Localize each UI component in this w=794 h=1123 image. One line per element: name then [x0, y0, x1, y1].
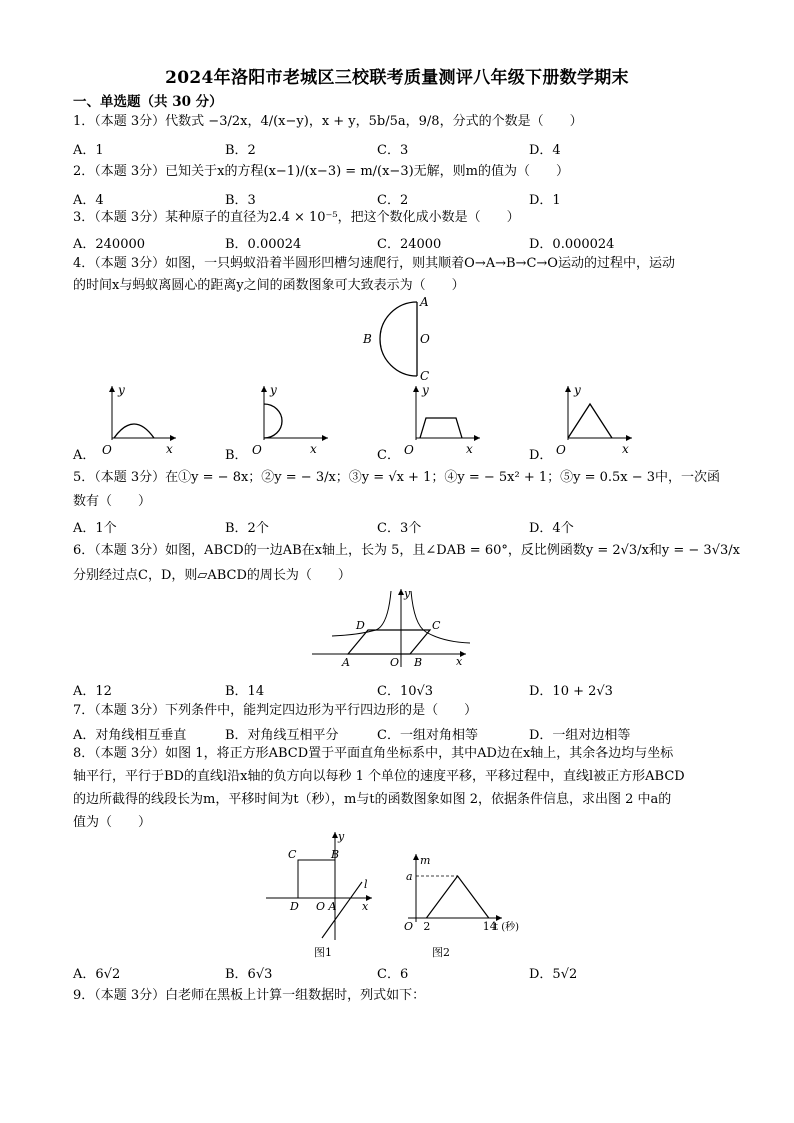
origin-label: O	[556, 443, 566, 457]
q4-stem-line2: 的时间x与蚂蚁离圆心的距离y之间的函数图象可大致表示为（ ）	[73, 278, 465, 293]
q6-option-b[interactable]: B．14	[225, 684, 265, 699]
q8-option-b[interactable]: B．6√3	[225, 967, 273, 982]
q8-option-d[interactable]: D．5√2	[529, 967, 578, 982]
origin-label: O	[404, 443, 414, 457]
axis-y-label: y	[422, 383, 429, 397]
label-a: A	[342, 656, 350, 669]
q1-option-b[interactable]: B．2	[225, 143, 256, 158]
label-oa: O A	[316, 900, 337, 913]
figure-1-caption: 图1	[314, 946, 332, 958]
q8-option-a[interactable]: A．6√2	[73, 967, 121, 982]
label-b: B	[363, 332, 372, 346]
q4-graph-b	[248, 382, 334, 458]
q6-stem-line1: 6．（本题 3分）如图，ABCD的一边AB在x轴上，长为 5，且∠DAB = 60°，反比例函数y = 2√3/x和y = − 3√3/x	[73, 543, 740, 558]
q6-stem-line2: 分别经过点C，D，则▱ABCD的周长为（ ）	[73, 568, 351, 583]
section-heading: 一、单选题（共 30 分）	[73, 94, 223, 110]
tick-2-label: 2	[423, 920, 431, 933]
page-title: 2024年洛阳市老城区三校联考质量测评八年级下册数学期末	[165, 68, 629, 88]
q4-option-a[interactable]: A．	[73, 448, 96, 463]
q7-option-b[interactable]: B．对角线互相平分	[225, 728, 339, 743]
graph-b-curve	[264, 404, 282, 438]
q8-figure-2-chart	[398, 850, 533, 960]
q3-stem: 3．（本题 3分）某种原子的直径为2.4 × 10⁻⁵，把这个数化成小数是（ ）	[73, 210, 520, 225]
label-c: C	[432, 619, 441, 632]
axis-m-label: m	[420, 854, 431, 867]
q5-option-c[interactable]: C．3个	[377, 521, 422, 536]
label-c: C	[288, 848, 297, 861]
q4-graph-a	[96, 382, 182, 458]
origin-label: O	[404, 920, 414, 933]
q8-stem-line4: 值为（ ）	[73, 815, 152, 830]
q2-stem: 2．（本题 3分）已知关于x的方程(x−1)/(x−3) = m/(x−3)无解，则m的值为（ ）	[73, 164, 569, 179]
q6-option-d[interactable]: D．10 + 2√3	[529, 684, 613, 699]
q3-option-b[interactable]: B．0.00024	[225, 237, 302, 252]
q5-option-b[interactable]: B．2个	[225, 521, 269, 536]
origin-label: O	[102, 443, 112, 457]
q2-option-b[interactable]: B．3	[225, 193, 256, 208]
q7-stem: 7．（本题 3分）下列条件中，能判定四边形为平行四边形的是（ ）	[73, 703, 478, 718]
axis-y-label: y	[404, 587, 411, 600]
q5-option-d[interactable]: D．4个	[529, 521, 574, 536]
label-b: B	[331, 848, 340, 861]
q4-stem-line1: 4．（本题 3分）如图，一只蚂蚁沿着半圆形凹槽匀速爬行，则其顺着O→A→B→C→O运动的过程中，运动	[73, 256, 675, 271]
graph-c-curve	[420, 418, 462, 438]
graph-d-curve	[568, 404, 612, 438]
figure-2-caption: 图2	[432, 946, 450, 959]
q1-option-a[interactable]: A．1	[73, 143, 104, 158]
tick-14-label: 14	[482, 920, 497, 933]
label-b: B	[414, 656, 423, 669]
q4-semicircle-figure	[355, 296, 445, 382]
q8-option-c[interactable]: C．6	[377, 967, 409, 982]
q8-stem-line2: 轴平行，平行于BD的直线l沿x轴的负方向以每秒 1 个单位的速度平移，平移过程中，直线l被正方形ABCD	[73, 769, 685, 784]
semicircle-arc	[380, 302, 417, 376]
q8-figure-1	[262, 828, 382, 958]
q3-option-d[interactable]: D．0.000024	[529, 237, 615, 252]
q4-option-d[interactable]: D．	[529, 448, 553, 463]
axis-x-label: x	[362, 900, 369, 913]
q4-option-c[interactable]: C．	[377, 448, 400, 463]
axis-x-label: x	[466, 442, 473, 456]
axis-x-label: x	[310, 442, 317, 456]
label-a: A	[420, 296, 429, 309]
axis-x-label: x	[456, 655, 463, 668]
axis-y-label: y	[338, 830, 345, 843]
label-d: D	[290, 900, 299, 913]
axis-y-label: y	[270, 383, 277, 397]
q4-graph-d	[552, 382, 638, 458]
square-abcd	[298, 860, 335, 898]
q7-option-d[interactable]: D．一组对边相等	[529, 728, 631, 743]
q5-stem-line2: 数有（ ）	[73, 494, 152, 509]
q6-parallelogram-figure	[308, 585, 478, 670]
q6-option-a[interactable]: A．12	[73, 684, 112, 699]
axis-x-label: x	[622, 442, 629, 456]
q5-stem-line1: 5．（本题 3分）在①y = − 8x；②y = − 3/x；③y = √x + 1；④y = − 5x² + 1；⑤y = 0.5x − 3中，一次函	[73, 470, 721, 485]
label-c: C	[420, 369, 430, 382]
hyperbola-right	[411, 591, 470, 643]
label-o: O	[390, 656, 400, 669]
m-t-curve	[426, 876, 488, 918]
q1-option-c[interactable]: C．3	[377, 143, 409, 158]
q3-option-a[interactable]: A．240000	[73, 237, 146, 252]
axis-y-label: y	[118, 383, 125, 397]
q7-option-c[interactable]: C．一组对角相等	[377, 728, 478, 743]
q4-graph-c	[400, 382, 486, 458]
q4-option-b[interactable]: B．	[225, 448, 248, 463]
label-o: O	[420, 332, 430, 346]
tick-a-label: a	[406, 870, 413, 883]
q8-stem-line1: 8．（本题 3分）如图 1，将正方形ABCD置于平面直角坐标系中，其中AD边在x轴上，其余各边均与坐标	[73, 746, 674, 761]
axis-t-label: t (秒)	[494, 922, 519, 933]
graph-a-curve	[114, 424, 154, 438]
q5-option-a[interactable]: A．1个	[73, 521, 117, 536]
origin-label: O	[252, 443, 262, 457]
q2-option-a[interactable]: A．4	[73, 193, 104, 208]
q8-stem-line3: 的边所截得的线段长为m，平移时间为t（秒），m与t的函数图象如图 2，依据条件信息，求出图 2 中a的	[73, 792, 672, 807]
q3-option-c[interactable]: C．24000	[377, 237, 442, 252]
q1-stem: 1．（本题 3分）代数式 −3/2x，4/(x−y)，x + y，5b/5a，9/8，分式的个数是（ ）	[73, 114, 583, 129]
line-l-label: l	[364, 878, 368, 891]
q6-option-c[interactable]: C．10√3	[377, 684, 434, 699]
q9-stem: 9．（本题 3分）白老师在黑板上计算一组数据时，列式如下：	[73, 988, 426, 1003]
q2-option-d[interactable]: D．1	[529, 193, 561, 208]
q7-option-a[interactable]: A．对角线相互垂直	[73, 728, 187, 743]
q2-option-c[interactable]: C．2	[377, 193, 409, 208]
q1-option-d[interactable]: D．4	[529, 143, 561, 158]
axis-y-label: y	[574, 383, 581, 397]
axis-x-label: x	[166, 442, 173, 456]
label-d: D	[356, 619, 365, 632]
